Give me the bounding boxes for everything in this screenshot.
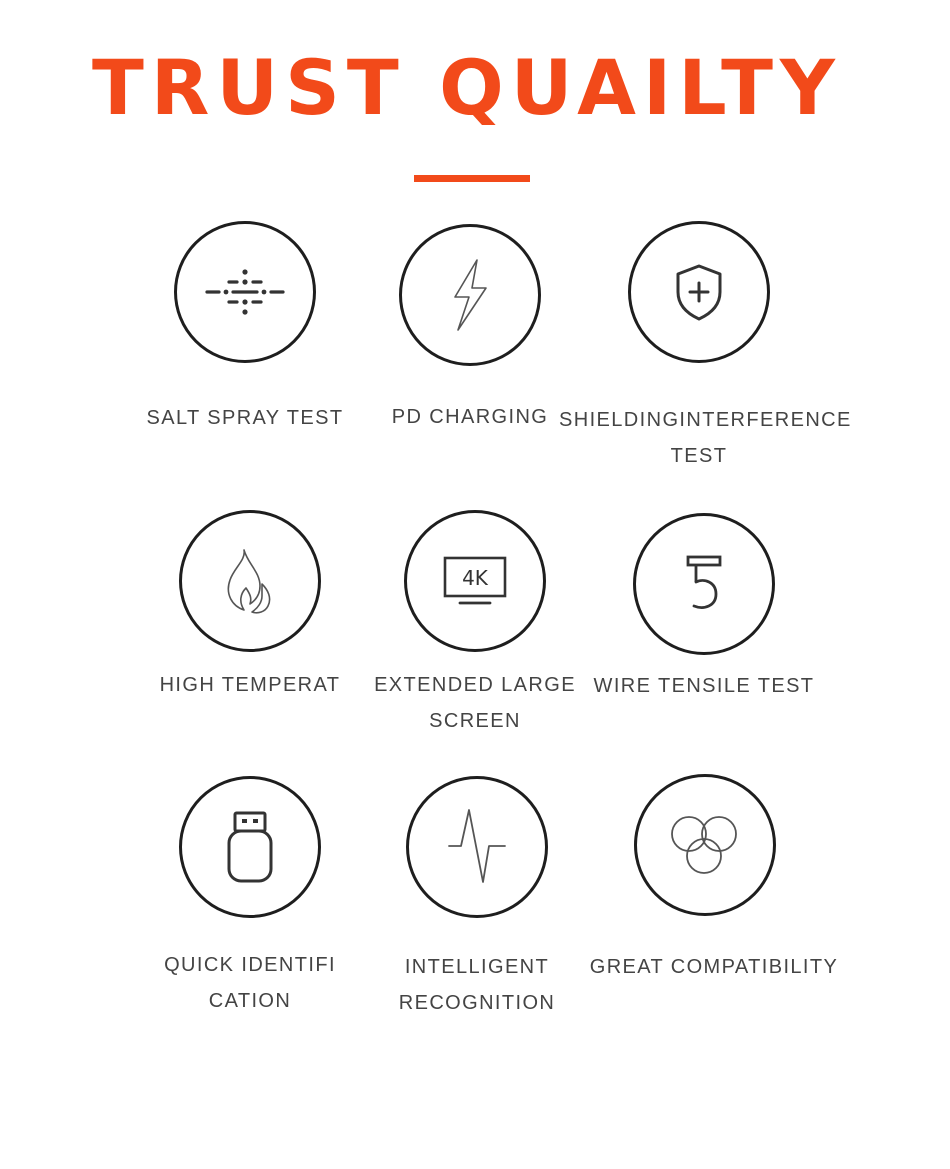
feature-label: QUICK IDENTIFI CATION	[164, 954, 336, 1012]
feature-label: SHIELDINGINTERFERENCE TEST	[559, 409, 852, 467]
icon-circle	[174, 221, 316, 363]
usb-drive-icon	[225, 810, 275, 884]
icon-circle	[179, 510, 321, 652]
feature-label: INTELLIGENT RECOGNITION	[398, 956, 556, 1014]
icon-circle	[404, 510, 546, 652]
icon-circle	[633, 513, 775, 655]
pulse-icon	[447, 808, 507, 886]
icon-circle	[399, 224, 541, 366]
lightning-icon	[445, 257, 495, 333]
feature-label: PD CHARGING	[391, 406, 549, 428]
feature-label: WIRE TENSILE TEST	[593, 675, 815, 697]
icon-circle	[634, 774, 776, 916]
feature-label: HIGH TEMPERAT	[159, 674, 341, 696]
feature-label: GREAT COMPATIBILITY	[589, 956, 839, 978]
flame-icon	[222, 546, 278, 616]
screen-4k-text: 4K	[462, 566, 488, 590]
shield-plus-icon	[673, 262, 725, 322]
icon-circle	[406, 776, 548, 918]
linked-rings-icon	[669, 814, 741, 876]
feature-label: EXTENDED LARGE SCREEN	[374, 674, 576, 732]
4k-screen-icon	[442, 555, 508, 607]
wire-tensile-icon	[682, 554, 726, 614]
feature-label: SALT SPRAY TEST	[146, 407, 344, 429]
icon-circle	[628, 221, 770, 363]
title-underline	[414, 175, 530, 182]
page-title: TRUST QUAILTY	[92, 43, 842, 132]
icon-circle	[179, 776, 321, 918]
salt-spray-icon	[203, 262, 287, 322]
